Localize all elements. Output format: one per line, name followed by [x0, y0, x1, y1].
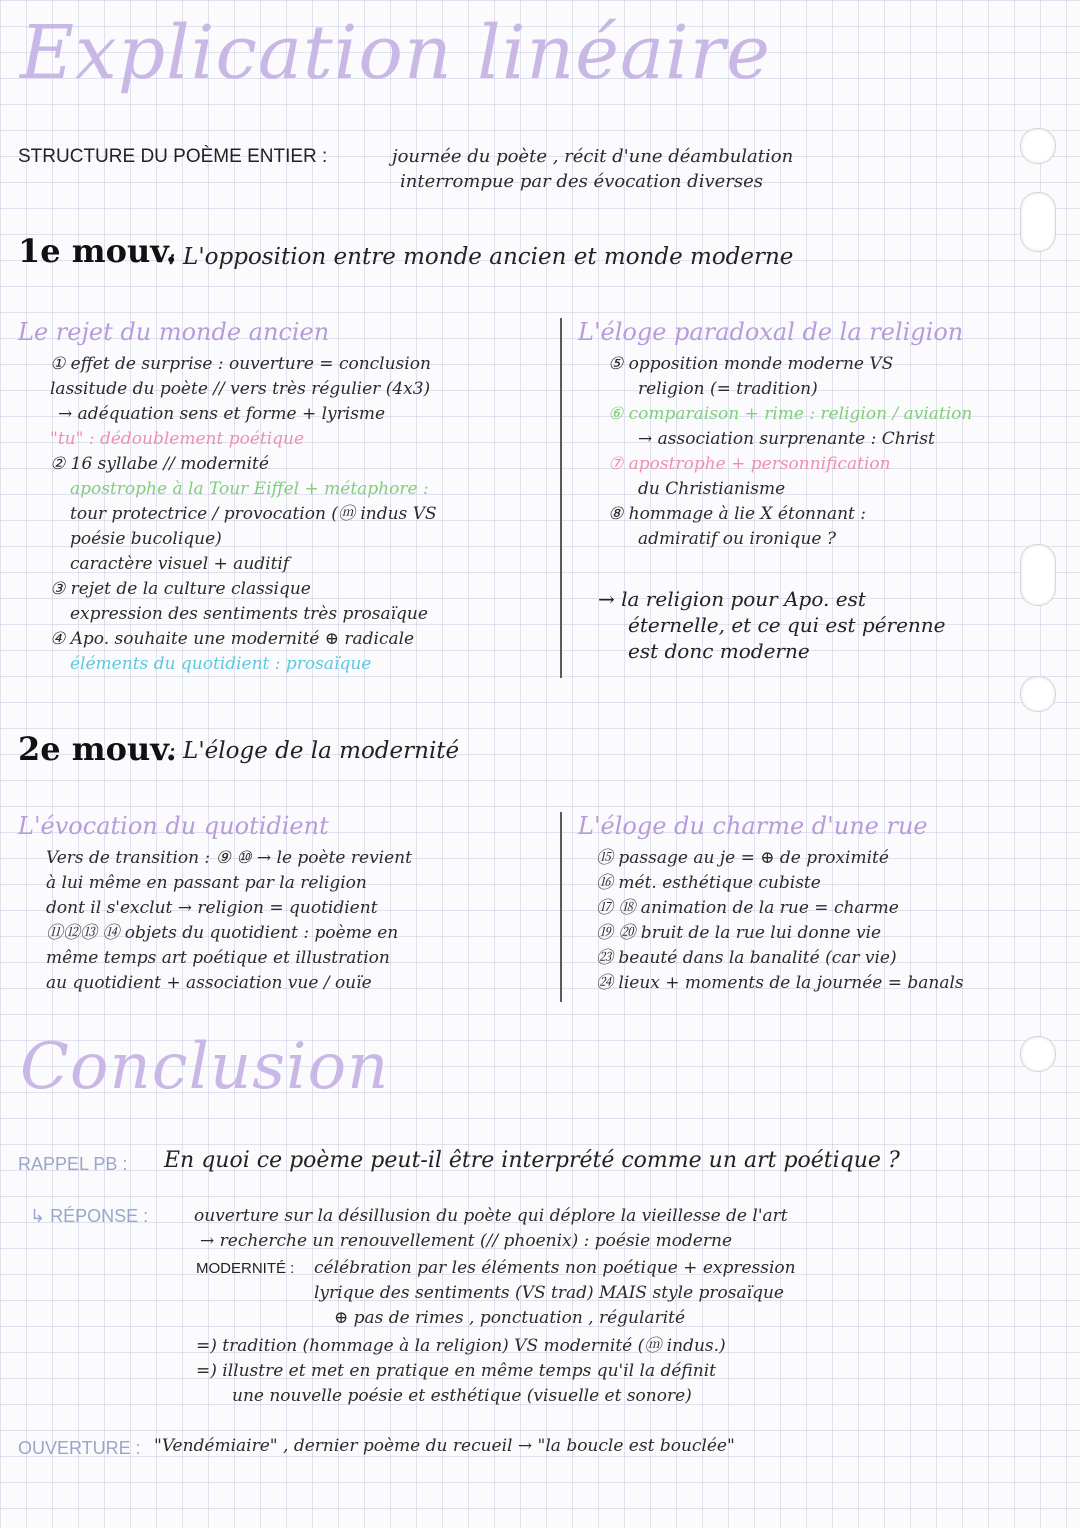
rappel-label: RAPPEL PB : [18, 1154, 128, 1174]
move2-right-heading: L'éloge du charme d'une rue [578, 812, 928, 840]
reponse-label: ↳ RÉPONSE : [30, 1206, 149, 1226]
binder-hole [1020, 128, 1056, 164]
modernite-text: célébration par les éléments non poétique + expression lyrique des sentiments (VS trad) MAIS style prosaïque ⊕ pas de rimes , ponctuation , régularité [314, 1258, 796, 1328]
binder-hole [1020, 192, 1056, 252]
column-divider [560, 812, 562, 1002]
move1-title: : L'opposition entre monde ancien et monde moderne [168, 244, 794, 270]
structure-text: journée du poète , récit d'une déambulation interrompue par des évocation diverses [392, 146, 794, 192]
move1-left-body: ① effet de surprise : ouverture = conclusion lassitude du poète // vers très régulier (4x3) → adéquation sens et forme + lyrisme "tu" : dédoublement poétique ② 16 syllabe // modernité apostrophe à la Tour Eiffel + métaphore : tour protectrice / provocation (ⓜ indus VS poésie bucolique) caractère visuel + auditif ③ rejet de la culture classique expression des sentiments très prosaïque ④ Apo. souhaite une modernité ⊕ radicale éléments du quotidient : prosaïque [50, 354, 437, 674]
column-divider [560, 318, 562, 678]
binder-hole [1020, 1036, 1056, 1072]
conclusion-title: Conclusion [20, 1030, 390, 1104]
move1-number: 1e mouv. [18, 232, 177, 270]
move2-right-body: ⑮ passage au je = ⊕ de proximité ⑯ mét. esthétique cubiste ⑰ ⑱ animation de la rue = charme ⑲ ⑳ bruit de la rue lui donne vie ㉓ beauté dans la banalité (car vie) ㉔ lieux + moments de la journée = banals [596, 848, 964, 993]
conclusion-arrows: =) tradition (hommage à la religion) VS modernité (ⓜ indus.) =) illustre et met en pratique en même temps qu'il la définit une nouvelle poésie et esthétique (visuelle et sonore) [196, 1336, 726, 1406]
move2-left-body: Vers de transition : ⑨ ⑩ → le poète revient à lui même en passant par la religion dont il s'exclut → religion = quotidient ⑪⑫⑬ ⑭ objets du quotidient : poème en même temps art poétique et illustration au quotidient + association vue / ouïe [46, 848, 412, 993]
page-title: Explication linéaire [20, 10, 771, 96]
ouverture-text: "Vendémiaire" , dernier poème du recueil → "la boucle est bouclée" [154, 1436, 735, 1456]
rappel-text: En quoi ce poème peut-il être interprété comme un art poétique ? [164, 1148, 900, 1173]
binder-hole [1020, 676, 1056, 712]
binder-hole [1020, 544, 1056, 606]
move1-right-body: ⑤ opposition monde moderne VS religion (= tradition) ⑥ comparaison + rime : religion / aviation → association surprenante : Christ ⑦ apostrophe + personnification du Christianisme ⑧ hommage à lie X étonnant : admiratif ou ironique ? [608, 354, 973, 549]
modernite-label: MODERNITÉ : [196, 1260, 295, 1277]
move1-left-heading: Le rejet du monde ancien [18, 318, 330, 346]
move2-left-heading: L'évocation du quotidient [18, 812, 329, 840]
ouverture-label: OUVERTURE : [18, 1438, 141, 1458]
move2-number: 2e mouv. [18, 730, 177, 768]
move2-title: : L'éloge de la modernité [168, 738, 460, 764]
move1-right-conclusion: → la religion pour Apo. est éternelle, et ce qui est pérenne est donc moderne [598, 587, 946, 663]
reponse-text: ouverture sur la désillusion du poète qui déplore la vieillesse de l'art → recherche un renouvellement (// phoenix) : poésie moderne [194, 1206, 788, 1251]
move1-right-heading: L'éloge paradoxal de la religion [578, 318, 964, 346]
structure-label: STRUCTURE DU POÈME ENTIER : [18, 146, 328, 167]
